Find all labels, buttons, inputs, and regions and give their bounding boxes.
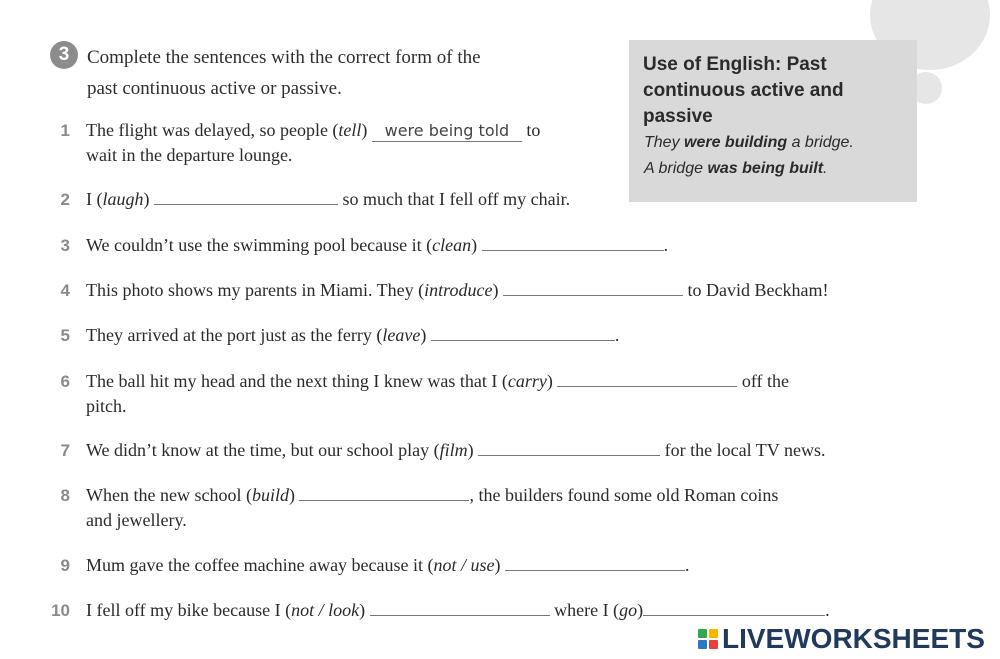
answer-field-1[interactable]: were being told — [372, 121, 522, 142]
exercise-number-badge: 3 — [50, 41, 78, 69]
info-title-line-2: continuous active and — [643, 80, 844, 101]
example-text: a bridge. — [787, 134, 854, 151]
answer-field-3[interactable] — [482, 232, 664, 251]
question-number: 5 — [60, 326, 70, 345]
question-text: ) — [359, 600, 370, 620]
question-text: . — [614, 325, 620, 345]
question-text: ) — [637, 600, 644, 620]
verb-prompt: carry — [507, 371, 547, 391]
question-text: Mum gave the coffee machine away because it ( — [86, 555, 434, 575]
verb-prompt: build — [251, 485, 289, 505]
question-number: 1 — [60, 121, 70, 140]
verb-prompt: go — [619, 600, 638, 620]
verb-prompt: leave — [382, 325, 421, 345]
question-7-line — [86, 437, 825, 463]
question-8-line — [86, 482, 778, 508]
verb-prompt: clean — [432, 235, 472, 255]
question-text: They arrived at the port just as the ferry ( — [86, 325, 383, 345]
question-4-line — [86, 277, 828, 303]
question-text: We couldn’t use the swimming pool because it ( — [86, 235, 433, 255]
grammar-info-title — [643, 52, 913, 130]
question-text: I fell off my bike because I ( — [86, 600, 292, 620]
question-number: 7 — [60, 441, 70, 460]
question-number: 10 — [51, 601, 70, 620]
logo-square-blue — [698, 640, 707, 649]
example-text: A bridge — [644, 160, 708, 177]
answer-field-2[interactable] — [154, 186, 338, 205]
question-8-line-2: and jewellery. — [86, 510, 187, 530]
question-text: ) — [471, 235, 482, 255]
info-title-line-3: passive — [643, 106, 713, 127]
question-text: off the — [737, 371, 790, 391]
answer-field-8[interactable] — [299, 482, 469, 501]
question-number: 2 — [60, 190, 70, 209]
question-text: ) — [494, 555, 506, 575]
example-highlight: was being built — [707, 160, 824, 177]
logo-square-yellow — [709, 629, 718, 638]
logo-text: LIVEWORKSHEETS — [722, 623, 985, 654]
question-1-line-2: wait in the departure lounge. — [86, 145, 293, 165]
question-text: so much that I fell off my chair. — [338, 189, 571, 209]
answer-field-5[interactable] — [431, 322, 615, 341]
exercise-instruction — [87, 42, 481, 104]
answer-field-7[interactable] — [478, 437, 660, 456]
question-text: . — [663, 235, 669, 255]
example-highlight: were building — [684, 134, 788, 151]
question-5-line — [86, 322, 619, 348]
question-text: ) — [288, 485, 300, 505]
question-1-line — [86, 117, 540, 143]
instruction-line-2: past continuous active or passive. — [87, 78, 342, 99]
question-6-line-2: pitch. — [86, 396, 127, 416]
question-10-line — [86, 597, 830, 623]
question-text: to David Beckham! — [682, 280, 829, 300]
answer-field-10b[interactable] — [643, 597, 825, 616]
question-text: . — [825, 600, 830, 620]
question-text: The ball hit my head and the next thing I knew was that I ( — [86, 371, 508, 391]
instruction-line-1: Complete the sentences with the correct form of the — [87, 47, 481, 68]
question-text: I ( — [86, 189, 103, 209]
question-text: This photo shows my parents in Miami. They ( — [86, 280, 425, 300]
logo-square-red — [709, 640, 718, 649]
question-text: . — [685, 555, 690, 575]
info-example-active — [644, 134, 854, 152]
question-text: We didn’t know at the time, but our school play ( — [86, 440, 440, 460]
example-text: They — [644, 134, 685, 151]
question-2-line — [86, 186, 570, 212]
info-title-line-1: Use of English: Past — [643, 54, 827, 75]
question-text: , the builders found some old Roman coins — [469, 485, 779, 505]
verb-prompt: not / look — [291, 600, 360, 620]
question-number: 9 — [60, 556, 70, 575]
verb-prompt: film — [439, 440, 468, 460]
question-number: 3 — [60, 236, 70, 255]
question-text: The flight was delayed, so people ( — [86, 120, 339, 140]
verb-prompt: not / use — [433, 555, 495, 575]
logo-grid-icon — [698, 629, 718, 649]
question-text: for the local TV news. — [660, 440, 826, 460]
question-number: 4 — [60, 281, 70, 300]
question-number: 6 — [60, 372, 70, 391]
question-text: ) — [546, 371, 558, 391]
question-text: ) — [467, 440, 479, 460]
question-text: ) — [143, 189, 155, 209]
answer-field-6[interactable] — [557, 368, 737, 387]
verb-prompt: introduce — [424, 280, 493, 300]
question-9-line — [86, 552, 690, 578]
question-3-line — [86, 232, 668, 258]
example-text: . — [823, 160, 828, 177]
liveworksheets-logo — [698, 624, 985, 654]
verb-prompt: tell — [338, 120, 362, 140]
question-text: ) — [361, 120, 372, 140]
logo-square-green — [698, 629, 707, 638]
question-6-line — [86, 368, 789, 394]
question-number: 8 — [60, 486, 70, 505]
answer-field-4[interactable] — [503, 277, 683, 296]
question-text: ) — [420, 325, 431, 345]
question-text: to — [521, 120, 541, 140]
info-example-passive — [644, 160, 827, 178]
question-text: where I ( — [549, 600, 620, 620]
answer-field-10a[interactable] — [370, 597, 550, 616]
question-text: When the new school ( — [86, 485, 252, 505]
verb-prompt: laugh — [102, 189, 144, 209]
question-text: ) — [492, 280, 503, 300]
answer-field-9[interactable] — [505, 552, 685, 571]
